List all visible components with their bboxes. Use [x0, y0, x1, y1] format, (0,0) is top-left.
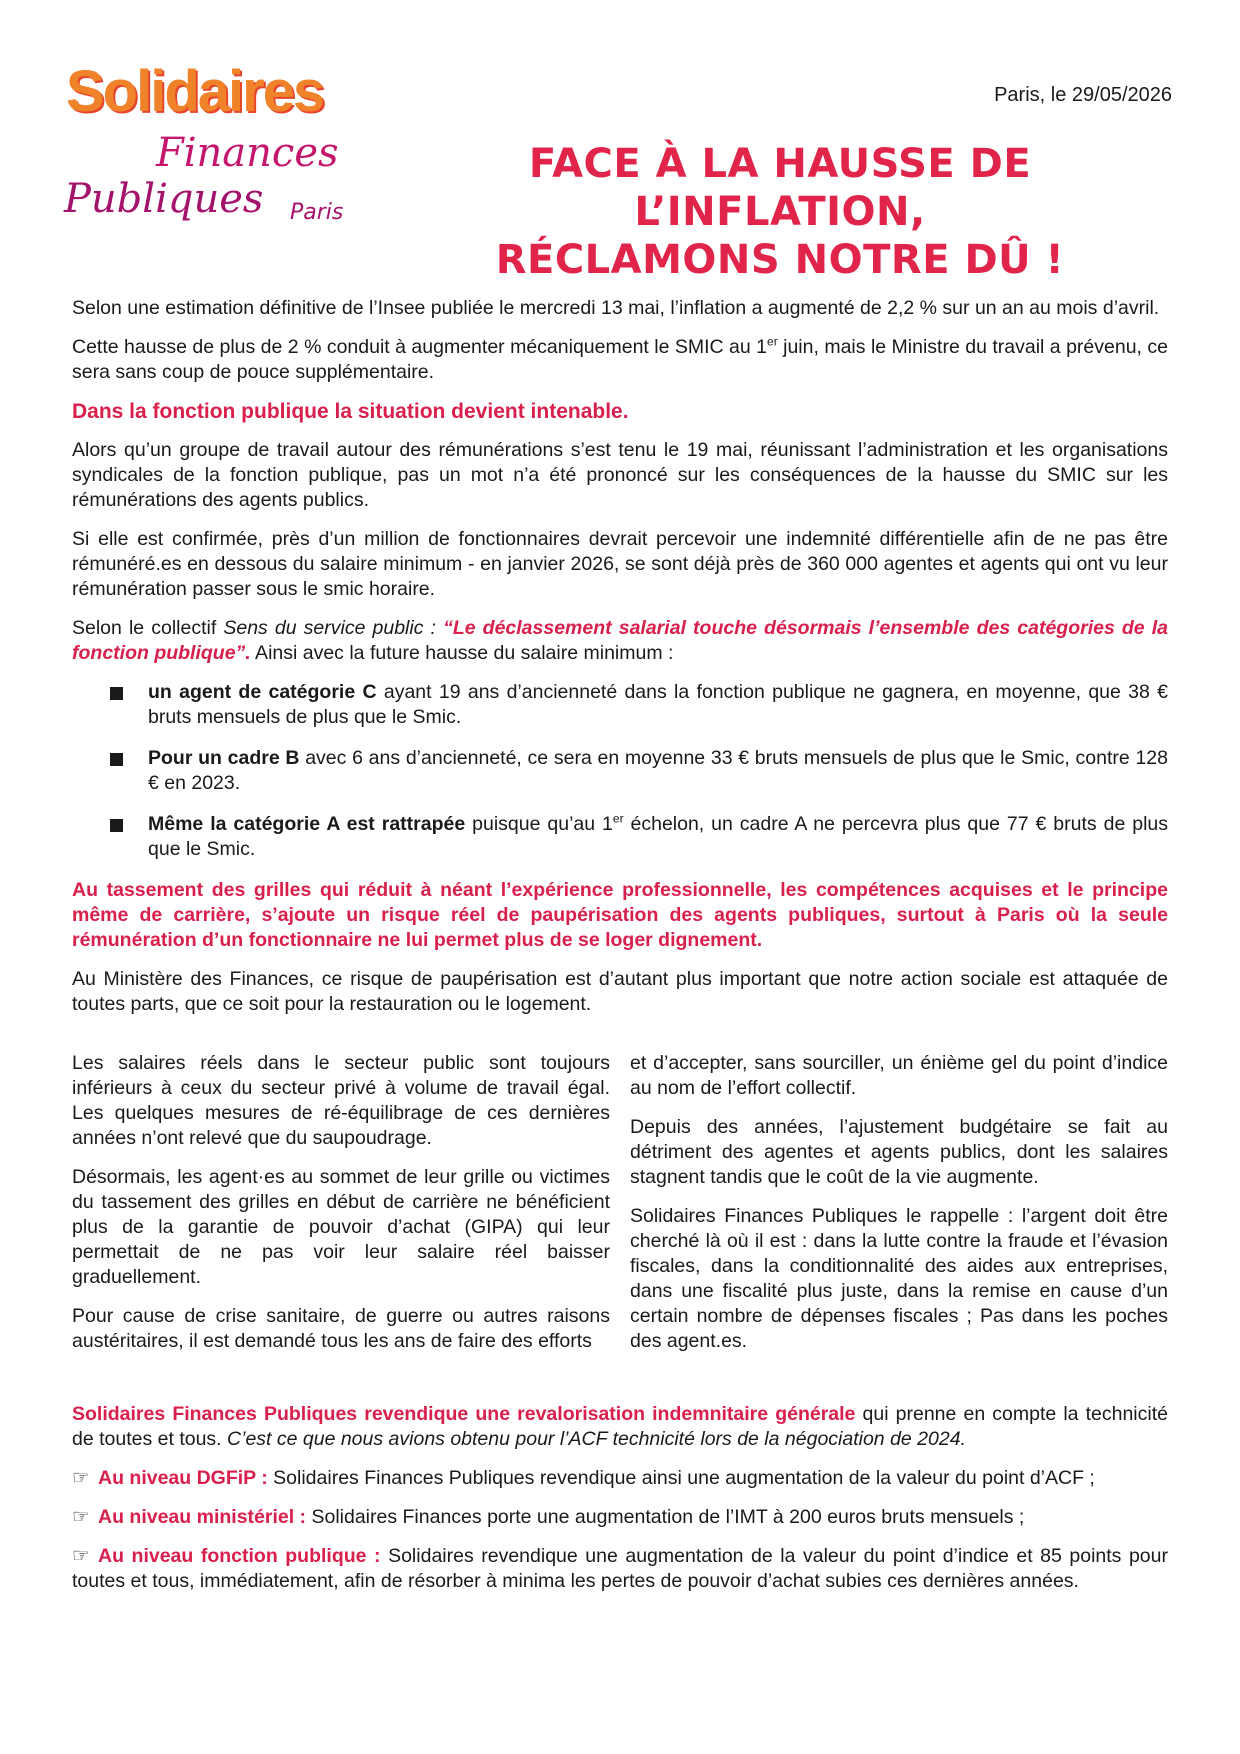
pointing-hand-icon: ☞	[72, 1506, 90, 1528]
bullet-bold: Pour un cadre B	[148, 747, 300, 769]
logo-paris: Paris	[290, 200, 344, 225]
logo-publiques: Publiques	[64, 176, 264, 222]
claim-bold: Solidaires Finances Publiques revendique une revalorisation indemnitaire générale	[72, 1403, 856, 1425]
pointing-hand-icon: ☞	[72, 1545, 90, 1567]
left-paragraph-2: Désormais, les agent·es au sommet de leur grille ou victimes du tassement des grilles en début de carrière ne bénéficient plus de la garantie de pouvoir d’achat (GIPA) qui leur permettait de ne pas voir leur salaire réel baisser graduellement.	[72, 1166, 610, 1288]
bullet-sup: er	[612, 811, 624, 826]
p3-collective: Sens du service public :	[223, 617, 444, 639]
section-paragraph-3	[72, 616, 1168, 666]
title-line-1: FACE À LA HAUSSE DE L’INFLATION,	[528, 141, 1032, 235]
pointing-hand-icon: ☞	[72, 1467, 90, 1489]
intro-p2-sup: er	[767, 334, 778, 349]
level-text: Solidaires Finances Publiques revendique ainsi une augmentation de la valeur du point d’ACF ;	[267, 1467, 1095, 1489]
logo-solidaires: Solidaires	[66, 59, 324, 124]
title-line-2: RÉCLAMONS NOTRE DÛ !	[495, 237, 1065, 283]
solidaires-logo	[58, 58, 378, 238]
right-paragraph-3: Solidaires Finances Publiques le rappelle : l’argent doit être cherché là où il est : dans la lutte contre la fraude et l’évasion fiscales, dans la conditionnalité des aides aux entreprises, dans une fiscalité plus juste, dans la remise en cause d’un certain nombre de dépenses fiscales ; Pas dans les poches des agent.es.	[630, 1205, 1168, 1352]
bullet-text: ayant 19 ans d’ancienneté dans la fonction publique ne gagnera, en moyenne, que 38 € bruts mensuels de plus que le Smic.	[148, 681, 1168, 728]
document-body	[72, 296, 1168, 1608]
level-item	[72, 1505, 1168, 1530]
left-paragraph-1: Les salaires réels dans le secteur public sont toujours inférieurs à ceux du secteur privé à volume de travail égal. Les quelques mesures de ré-équilibrage de ces dernières années n’ont relevé que du saupoudrage.	[72, 1052, 610, 1149]
document-date: Paris, le 29/05/2026	[994, 84, 1172, 106]
level-label: Au niveau fonction publique :	[98, 1545, 381, 1567]
claim-paragraph	[72, 1402, 1168, 1452]
claims-section	[72, 1402, 1168, 1594]
ministry-paragraph: Au Ministère des Finances, ce risque de paupérisation est d’autant plus important que notre action sociale est attaquée de toutes parts, que ce soit pour la restauration ou le logement.	[72, 968, 1168, 1015]
bullet-text: avec 6 ans d’ancienneté, ce sera en moyenne 33 € bruts mensuels de plus que le Smic, contre 128 € en 2023.	[148, 747, 1168, 794]
claim-text: qui prenne en compte la technicité de toutes et tous.	[72, 1403, 1168, 1450]
bullet-bold: un agent de catégorie C	[148, 681, 377, 703]
section-paragraph-1: Alors qu’un groupe de travail autour des rémunérations s’est tenu le 19 mai, réunissant l’administration et les organisations syndicales de la fonction publique, pas un mot n’a été prononcé sur les conséquences de la hausse du SMIC sur les rémunérations des agents publics.	[72, 439, 1168, 511]
section-heading: Dans la fonction publique la situation devient intenable.	[72, 400, 629, 423]
intro-paragraph-2	[72, 335, 1168, 385]
claim-italic: C’est ce que nous avions obtenu pour l’ACF technicité lors de la négociation de 2024.	[227, 1428, 966, 1450]
intro-paragraph-1: Selon une estimation définitive de l’Insee publiée le mercredi 13 mai, l’inflation a augmenté de 2,2 % sur un an au mois d’avril.	[72, 297, 1160, 319]
intro-p2-text: Cette hausse de plus de 2 % conduit à augmenter mécaniquement le SMIC au 1	[72, 336, 768, 358]
left-paragraph-3: Pour cause de crise sanitaire, de guerre ou autres raisons austéritaires, il est demandé tous les ans de faire des efforts	[72, 1305, 610, 1352]
p3-quote: “Le déclassement salarial touche désormais l’ensemble des catégories de la fonction publique”.	[72, 617, 1169, 664]
p3-lead: Selon le collectif	[72, 617, 224, 639]
level-text: Solidaires Finances porte une augmentation de l’IMT à 200 euros bruts mensuels ;	[306, 1506, 1025, 1528]
p3-end: Ainsi avec la future hausse du salaire minimum :	[250, 642, 674, 664]
highlight-paragraph: Au tassement des grilles qui réduit à néant l’expérience professionnelle, les compétences acquises et le principe même de carrière, s’ajoute un risque réel de paupérisation des agents publiques, surtout à Paris où la seule rémunération d’un fonctionnaire ne lui permet plus de se loger dignement.	[72, 879, 1168, 951]
bullet-text-end: échelon, un cadre A ne percevra plus que 77 € bruts de plus que le Smic.	[148, 813, 1168, 860]
logo-finances: Finances	[156, 130, 339, 176]
level-label: Au niveau ministériel :	[98, 1506, 307, 1528]
list-item	[72, 812, 1168, 862]
level-label: Au niveau DGFiP :	[98, 1467, 268, 1489]
right-column	[630, 1051, 1168, 1368]
level-item	[72, 1544, 1168, 1594]
level-text: Solidaires revendique une augmentation de la valeur du point d’indice et 85 points pour toutes et tous, immédiatement, afin de résorber à minima les pertes de pouvoir d’achat subies ces dernières années.	[72, 1545, 1168, 1592]
section-paragraph-2: Si elle est confirmée, près d’un million de fonctionnaires devrait percevoir une indemnité différentielle afin de ne pas être rémunéré.es en dessous du salaire minimum - en janvier 2026, se sont déjà près de 360 000 agentes et agents qui ont vu leur rémunération passer sous le smic horaire.	[72, 528, 1168, 600]
page-title	[400, 140, 1160, 284]
left-column	[72, 1051, 610, 1368]
two-column-section	[72, 1051, 1168, 1368]
list-item	[72, 746, 1168, 796]
intro-p2-text-end: juin, mais le Ministre du travail a prévenu, ce sera sans coup de pouce supplémentaire.	[72, 336, 1168, 383]
right-paragraph-1: et d’accepter, sans sourciller, un énième gel du point d’indice au nom de l’effort collectif.	[630, 1052, 1168, 1099]
bullet-text: puisque qu’au 1	[465, 813, 613, 835]
level-item	[72, 1466, 1168, 1491]
right-paragraph-2: Depuis des années, l’ajustement budgétaire se fait au détriment des agentes et agents publics, dont les salaires stagnent tandis que le coût de la vie augmente.	[630, 1116, 1168, 1188]
bullet-bold: Même la catégorie A est rattrapée	[148, 813, 466, 835]
list-item	[72, 680, 1168, 730]
bullet-list	[72, 680, 1168, 862]
